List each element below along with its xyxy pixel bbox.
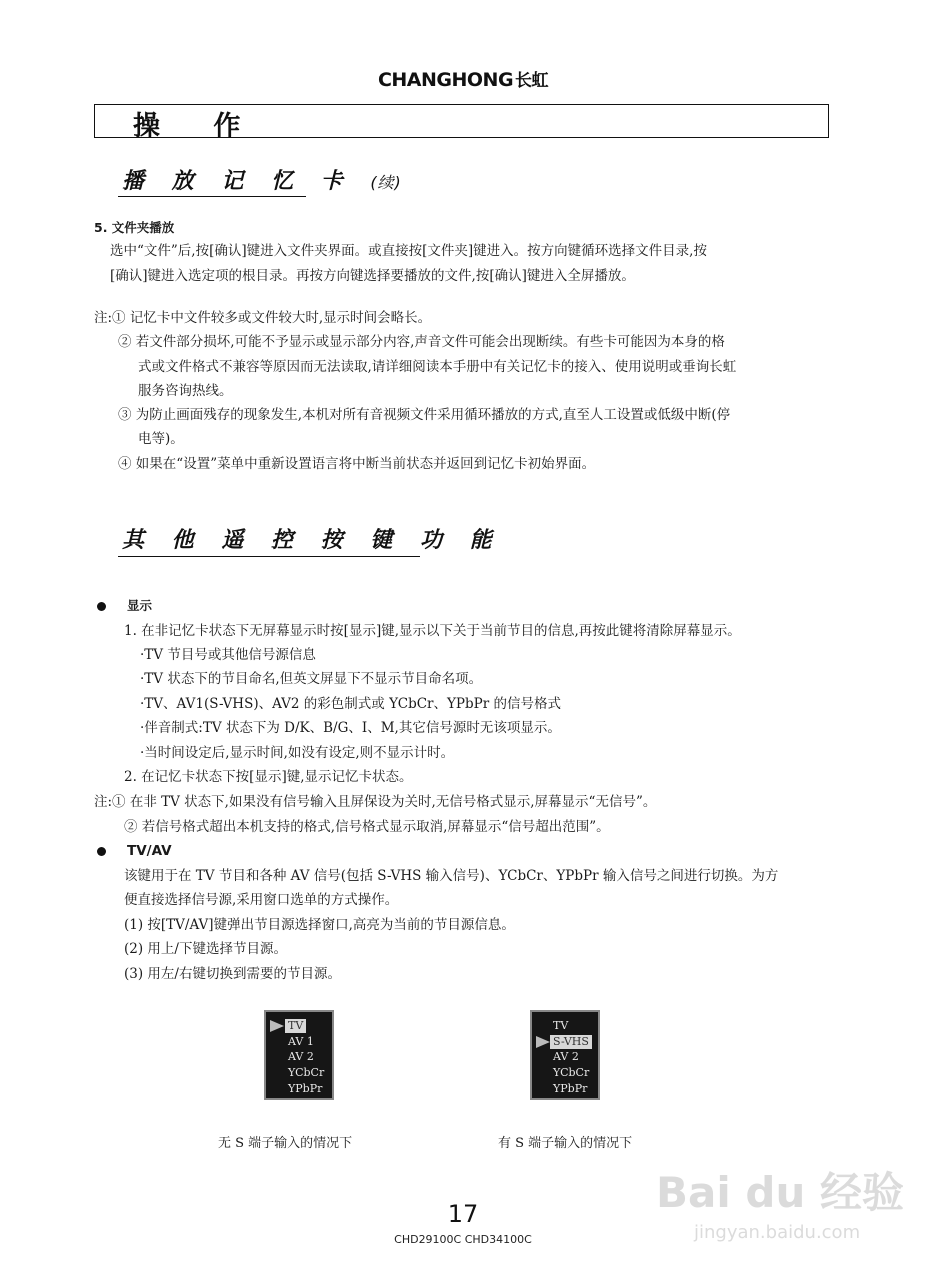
baidu-watermark: [656, 1160, 904, 1260]
source-menu-svhs: [530, 1010, 600, 1100]
page-title: 操 作: [133, 111, 263, 142]
tvav-line: (1) 按[TV/AV]键弹出节目源选择窗口,高亮为当前的节目源信息。: [124, 917, 515, 933]
tvav-line: 便直接选择信号源,采用窗口选单的方式操作。: [124, 892, 399, 908]
watermark-text: Bai du 经验: [656, 1168, 904, 1217]
menu-caption: 有 S 端子输入的情况下: [498, 1136, 633, 1151]
menu-item: AV 2: [288, 1050, 314, 1063]
display-line: ·TV、AV1(S-VHS)、AV2 的彩色制式或 YCbCr、YPbPr 的信号格式: [140, 696, 561, 712]
section1-note: 服务咨询热线。: [138, 383, 233, 399]
menu-item: S-VHS: [550, 1035, 592, 1049]
brand-logo: [0, 66, 926, 91]
display-line: ·当时间设定后,显示时间,如没有设定,则不显示计时。: [140, 745, 455, 761]
menu-item: TV: [553, 1019, 569, 1032]
display-line: ·伴音制式:TV 状态下为 D/K、B/G、I、M,其它信号源时无该项显示。: [140, 720, 561, 736]
menu-item: TV: [285, 1019, 306, 1033]
bullet-icon: [97, 602, 106, 611]
section1-note: ② 若文件部分损坏,可能不予显示或显示部分内容,声音文件可能会出现断续。有些卡可能因为本身的格: [118, 334, 725, 350]
section1-note: 式或文件格式不兼容等原因而无法读取,请详细阅读本手册中有关记忆卡的接入、使用说明或垂询长虹: [138, 359, 737, 375]
section1-title-text: 播 放 记 忆 卡: [122, 169, 353, 194]
section1-underline: [118, 196, 306, 197]
menu-item: YPbPr: [288, 1082, 323, 1095]
section1-item-heading: 5. 文件夹播放: [94, 220, 175, 235]
tvav-line: (3) 用左/右键切换到需要的节目源。: [124, 966, 341, 982]
page-title-box: [94, 104, 829, 142]
brand-latin: CHANGHONG: [377, 69, 514, 91]
display-note: 注:① 在非 TV 状态下,如果没有信号输入且屏保设为关时,无信号格式显示,屏幕显示“无信号”。: [94, 794, 657, 810]
section2-title: 其 他 遥 控 按 键 功 能: [122, 528, 502, 553]
section1-note: ④ 如果在“设置”菜单中重新设置语言将中断当前状态并返回到记忆卡初始界面。: [118, 456, 596, 472]
display-note: ② 若信号格式超出本机支持的格式,信号格式显示取消,屏幕显示“信号超出范围”。: [124, 819, 610, 835]
section1-paragraph-line: 选中“文件”后,按[确认]键进入文件夹界面。或直接按[文件夹]键进入。按方向键循环选择文件目录,按: [110, 243, 707, 259]
menu-item: AV 1: [288, 1035, 314, 1048]
bullet-icon: [97, 847, 106, 856]
display-heading: 显示: [127, 598, 153, 613]
section2-underline: [118, 556, 420, 557]
menu-item: YCbCr: [553, 1066, 590, 1079]
display-line: ·TV 状态下的节目命名,但英文屏显下不显示节目命名项。: [140, 671, 483, 687]
tvav-line: (2) 用上/下键选择节目源。: [124, 941, 287, 957]
section1-title: [122, 164, 402, 195]
source-menu-no-svhs: [264, 1010, 334, 1100]
display-line: 1. 在非记忆卡状态下无屏幕显示时按[显示]键,显示以下关于当前节目的信息,再按此键将清除屏幕显示。: [124, 623, 741, 639]
display-line: 2. 在记忆卡状态下按[显示]键,显示记忆卡状态。: [124, 769, 413, 785]
section1-note: 电等)。: [138, 431, 184, 447]
menu-item: YPbPr: [553, 1082, 588, 1095]
section1-paragraph-line: [确认]键进入选定项的根目录。再按方向键选择要播放的文件,按[确认]键进入全屏播放。: [110, 268, 635, 284]
page-number: 17: [447, 1200, 479, 1228]
selection-arrow-icon: [270, 1020, 284, 1032]
tvav-line: 该键用于在 TV 节目和各种 AV 信号(包括 S-VHS 输入信号)、YCbCr、YPbPr 输入信号之间进行切换。为方: [124, 868, 779, 884]
brand-cn: 长虹: [515, 71, 549, 91]
menu-caption: 无 S 端子输入的情况下: [218, 1136, 353, 1151]
tvav-heading: TV/AV: [127, 843, 172, 859]
selection-arrow-icon: [536, 1036, 550, 1048]
menu-item: YCbCr: [288, 1066, 325, 1079]
model-numbers: CHD29100C CHD34100C: [394, 1233, 532, 1246]
watermark-url: jingyan.baidu.com: [694, 1222, 861, 1243]
section1-subtitle: (续): [370, 173, 402, 192]
display-line: ·TV 节目号或其他信号源信息: [140, 647, 316, 663]
section1-note: 注:① 记忆卡中文件较多或文件较大时,显示时间会略长。: [94, 310, 432, 326]
menu-item: AV 2: [553, 1050, 579, 1063]
section1-note: ③ 为防止画面残存的现象发生,本机对所有音视频文件采用循环播放的方式,直至人工设置或低级中断(停: [118, 407, 731, 423]
